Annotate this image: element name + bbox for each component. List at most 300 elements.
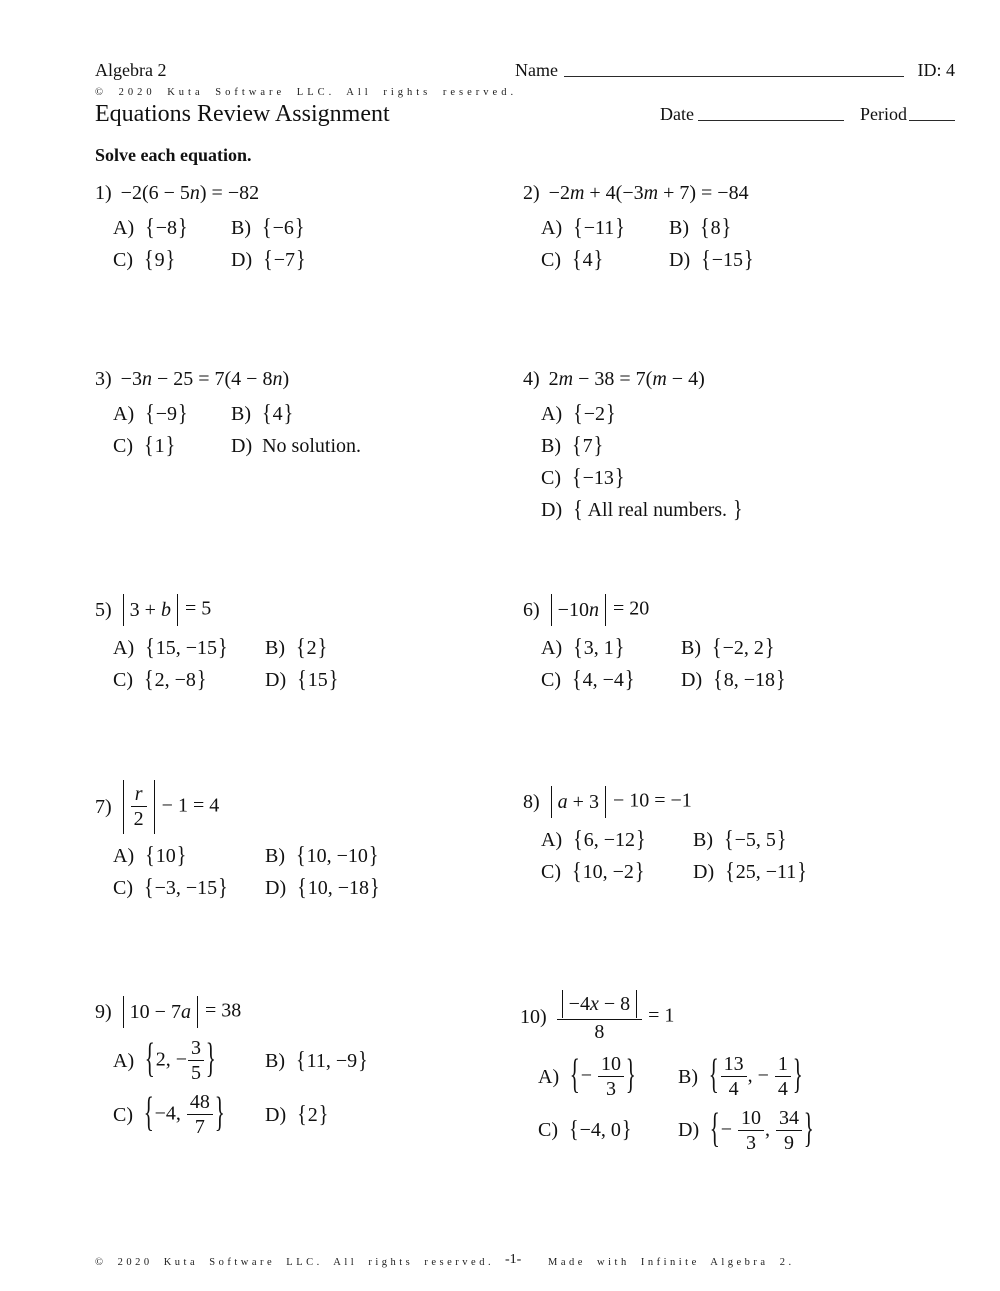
set-brace: { — [573, 400, 583, 428]
date-blank-line — [698, 120, 844, 121]
option-label: C) — [113, 669, 133, 691]
fraction-numerator: 10 — [741, 1106, 761, 1129]
variable: m — [558, 368, 574, 390]
period-label: Period — [860, 104, 907, 125]
option-label: D) — [265, 876, 287, 899]
set-brace: { — [297, 666, 307, 694]
problem-number: 7) — [95, 795, 112, 818]
option-B — [231, 401, 294, 427]
fraction-denominator: 8 — [557, 1019, 642, 1043]
fraction — [597, 1053, 625, 1101]
option-value: {2} — [295, 635, 328, 661]
option-label: B) — [541, 435, 561, 457]
option-B — [678, 1053, 804, 1101]
option-D — [265, 1102, 329, 1128]
option-value: {1} — [143, 433, 176, 459]
option-value: { All real numbers. } — [572, 497, 744, 523]
option-label: A) — [541, 637, 563, 659]
set-brace: } — [625, 1052, 636, 1098]
option-value: No solution. — [262, 435, 362, 457]
answer-options — [541, 215, 755, 273]
set-brace: } — [615, 214, 625, 242]
option-row — [541, 433, 744, 459]
set-brace: } — [593, 432, 604, 460]
option-B — [669, 215, 732, 241]
option-D — [265, 875, 381, 901]
variable: m — [643, 182, 659, 204]
set-brace: } — [165, 246, 176, 274]
set-brace: { — [700, 214, 710, 242]
option-value: {−9} — [144, 401, 189, 427]
option-label: C) — [541, 249, 561, 271]
option-A — [113, 1037, 265, 1085]
variable: m — [652, 368, 667, 390]
option-C — [113, 247, 231, 273]
option-label: A) — [541, 217, 563, 239]
set-brace: { — [701, 246, 711, 274]
option-row — [113, 1037, 369, 1085]
option-B — [265, 1048, 369, 1074]
option-A — [113, 843, 265, 869]
absolute-value — [123, 780, 155, 834]
problem-equation: −10n = 20 — [549, 594, 650, 626]
option-row — [113, 635, 339, 661]
absolute-value: −10n — [551, 594, 606, 626]
option-value: {4, −4} — [571, 667, 636, 693]
problem-2-head — [523, 180, 755, 206]
option-label: D) — [681, 669, 703, 691]
option-label: C) — [113, 249, 133, 271]
problem-8 — [523, 786, 808, 891]
set-brace: { — [144, 1036, 155, 1083]
fraction-numerator: 1 — [777, 1052, 788, 1075]
option-C — [541, 465, 626, 491]
problem-7-head — [95, 780, 381, 834]
fraction — [556, 990, 643, 1044]
set-brace: } — [624, 666, 635, 694]
option-row — [541, 827, 808, 853]
problem-6-head — [523, 594, 787, 626]
problem-4-head — [523, 366, 744, 392]
option-value: {−8} — [144, 215, 189, 241]
option-label: B) — [678, 1065, 698, 1088]
page-number: -1- — [505, 1252, 522, 1267]
answer-options — [113, 635, 339, 693]
option-C — [541, 859, 693, 885]
fraction-numerator: 3 — [191, 1037, 201, 1059]
option-A — [113, 401, 231, 427]
set-brace: { — [296, 842, 306, 869]
set-brace: { — [569, 1117, 579, 1144]
problem-1-head — [95, 180, 307, 206]
fraction-denominator: 9 — [776, 1130, 802, 1154]
option-B — [231, 215, 306, 241]
problem-5 — [95, 594, 339, 699]
option-label: D) — [265, 669, 287, 691]
option-label: C) — [113, 876, 133, 899]
set-brace: } — [358, 1047, 368, 1075]
name-block — [515, 60, 955, 81]
option-B — [265, 635, 328, 661]
option-label: A) — [538, 1065, 560, 1088]
fraction — [720, 1053, 748, 1101]
problem-equation: 10 − 7a = 38 — [121, 996, 242, 1028]
problem-3-head — [95, 366, 361, 392]
set-brace: } — [621, 1117, 632, 1144]
fraction-numerator — [131, 783, 147, 806]
option-label: C) — [113, 435, 133, 457]
option-row — [113, 433, 361, 459]
option-label: B) — [265, 1049, 285, 1072]
problem-equation: 3 + b = 5 — [121, 594, 212, 626]
set-brace: { — [296, 1047, 306, 1075]
option-C — [541, 247, 669, 273]
set-brace: } — [721, 214, 732, 242]
set-brace: } — [317, 634, 328, 662]
name-blank-line — [564, 76, 904, 77]
header-row-1 — [95, 60, 955, 81]
fraction-denominator: 5 — [188, 1060, 204, 1084]
set-brace: } — [368, 842, 379, 869]
set-brace: { — [708, 1052, 719, 1098]
option-A — [541, 215, 669, 241]
set-brace: } — [733, 496, 743, 524]
option-row — [113, 843, 381, 869]
option-D — [541, 497, 744, 523]
problem-equation: −2(6 − 5n) = −82 — [120, 182, 260, 204]
set-brace: } — [328, 666, 339, 694]
option-row — [541, 401, 744, 427]
fraction-numerator: 48 — [189, 1090, 210, 1113]
variable: m — [569, 182, 585, 204]
option-value: {4} — [261, 401, 294, 427]
option-value: {8} — [699, 215, 732, 241]
option-value: {11, −9} — [295, 1048, 369, 1074]
option-label: D) — [541, 499, 563, 521]
problem-equation: 2m − 38 = 7(m − 4) — [548, 368, 705, 390]
set-brace: } — [797, 858, 807, 886]
problem-number: 1) — [95, 182, 112, 204]
set-brace: { — [573, 826, 583, 854]
set-brace: { — [572, 666, 582, 694]
option-row — [538, 1053, 815, 1101]
option-value: {7} — [571, 433, 604, 459]
set-brace: } — [196, 666, 207, 694]
set-brace: { — [573, 496, 583, 524]
option-value: {15} — [296, 667, 339, 693]
set-brace: } — [803, 1106, 814, 1152]
answer-options — [113, 843, 381, 901]
set-brace: { — [569, 1052, 580, 1098]
option-row — [541, 215, 755, 241]
problem-10 — [520, 990, 815, 1160]
option-label: D) — [231, 249, 253, 271]
set-brace: { — [296, 634, 306, 662]
option-value: {−5, 5} — [723, 827, 788, 853]
problem-10-head — [520, 990, 815, 1044]
fraction — [774, 1053, 792, 1101]
fraction-numerator: 10 — [601, 1052, 621, 1075]
option-row — [113, 667, 339, 693]
set-brace: } — [744, 246, 754, 274]
variable: a — [557, 791, 568, 813]
problem-equation: a + 3 − 10 = −1 — [549, 786, 692, 818]
option-label: A) — [541, 403, 563, 425]
absolute-value: a + 3 — [551, 786, 606, 818]
option-label: A) — [113, 1049, 135, 1072]
problem-equation: $\frac{-4x - 8}{8}$ = 1 — [556, 990, 675, 1044]
problem-number: 4) — [523, 368, 540, 390]
set-brace: { — [725, 858, 735, 886]
set-brace: } — [218, 874, 228, 901]
problem-9 — [95, 996, 369, 1145]
set-brace: { — [145, 634, 155, 662]
set-brace: } — [176, 842, 187, 869]
answer-options — [113, 215, 307, 273]
option-row — [541, 635, 787, 661]
set-brace: } — [205, 1036, 216, 1083]
option-label: A) — [113, 844, 135, 867]
option-A — [538, 1053, 678, 1101]
set-brace: } — [318, 1101, 329, 1128]
set-brace: { — [262, 214, 272, 242]
set-brace: { — [144, 246, 154, 274]
fraction — [130, 783, 148, 831]
option-value: {10, −2} — [571, 859, 646, 885]
copyright-notice: © 2020 Kuta Software LLC. All rights reserved. — [95, 87, 518, 98]
set-brace: { — [262, 400, 272, 428]
option-D — [678, 1107, 815, 1155]
option-value: {10, −18} — [296, 875, 381, 901]
option-label: B) — [231, 217, 251, 239]
problem-7 — [95, 780, 381, 907]
option-label: B) — [693, 829, 713, 851]
option-value: {2, −8} — [143, 667, 208, 693]
option-value: {−13} — [571, 465, 626, 491]
set-brace: { — [572, 432, 582, 460]
set-brace: } — [283, 400, 294, 428]
option-value: {−4, $\frac{48}{7}$ } — [143, 1091, 226, 1139]
absolute-value: 3 + b — [123, 594, 178, 626]
option-C — [538, 1117, 678, 1143]
option-D — [681, 667, 787, 693]
option-value: {− $\frac{10}{3}$ , $\frac{34}{9}$ } — [709, 1107, 815, 1155]
option-A — [113, 215, 231, 241]
set-brace: { — [144, 666, 154, 694]
option-value: {8, −18} — [712, 667, 787, 693]
set-brace: { — [573, 214, 583, 242]
set-brace: } — [218, 634, 228, 662]
option-D — [231, 433, 361, 459]
option-row — [113, 401, 361, 427]
problem-8-head — [523, 786, 808, 818]
variable: n — [141, 368, 152, 390]
set-brace: } — [178, 400, 188, 428]
variable: n — [189, 182, 200, 204]
option-A — [541, 635, 681, 661]
set-brace: { — [572, 246, 582, 274]
option-value: {−2, 2} — [711, 635, 776, 661]
set-brace: } — [614, 634, 625, 662]
option-C — [113, 875, 265, 901]
set-brace: } — [776, 666, 786, 694]
problem-1 — [95, 180, 307, 279]
option-row — [113, 215, 307, 241]
header-row-2 — [95, 101, 955, 127]
problem-3 — [95, 366, 361, 465]
answer-options — [113, 401, 361, 459]
set-brace: } — [214, 1090, 225, 1136]
option-label: A) — [113, 637, 135, 659]
instructions: Solve each equation. — [95, 145, 252, 165]
set-brace: { — [724, 826, 734, 854]
option-value: {25, −11} — [724, 859, 808, 885]
option-value: {−4, 0} — [568, 1117, 633, 1143]
option-label: C) — [113, 1103, 133, 1126]
date-period-block — [660, 104, 955, 127]
fraction — [186, 1091, 214, 1139]
option-value: {4} — [571, 247, 604, 273]
fraction-denominator: 3 — [738, 1130, 764, 1154]
set-brace: { — [713, 666, 723, 694]
absolute-value: −4x − 8 — [562, 990, 637, 1018]
option-D — [231, 247, 307, 273]
set-brace: { — [145, 842, 155, 869]
set-brace: { — [263, 246, 273, 274]
problem-number: 2) — [523, 182, 540, 204]
option-row — [538, 1107, 815, 1155]
option-label: B) — [265, 844, 285, 867]
problem-number: 10) — [520, 1005, 547, 1028]
set-brace: { — [297, 874, 307, 901]
problem-number: 6) — [523, 599, 540, 621]
variable: n — [272, 368, 283, 390]
fraction — [187, 1037, 205, 1085]
option-value: {−6} — [261, 215, 306, 241]
option-B — [541, 433, 604, 459]
option-A — [541, 401, 617, 427]
set-brace: { — [572, 858, 582, 886]
fraction-numerator — [557, 990, 642, 1019]
fraction-denominator: 2 — [131, 806, 147, 830]
period-blank-line — [909, 120, 955, 121]
variable: n — [588, 599, 599, 621]
option-value: {−3, −15} — [143, 875, 229, 901]
answer-options — [541, 827, 808, 885]
problem-number: 3) — [95, 368, 112, 390]
option-value: {− $\frac{10}{3}$ } — [569, 1053, 637, 1101]
option-row — [541, 859, 808, 885]
option-row — [541, 497, 744, 523]
variable: a — [180, 1001, 191, 1023]
option-B — [265, 843, 380, 869]
option-value: {9} — [143, 247, 176, 273]
name-label: Name — [515, 60, 558, 80]
date-label: Date — [660, 104, 694, 125]
set-brace: { — [297, 1101, 307, 1128]
set-brace: { — [573, 634, 583, 662]
set-brace: { — [143, 1090, 154, 1136]
option-A — [113, 635, 265, 661]
set-brace: } — [614, 464, 625, 492]
set-brace: } — [296, 246, 306, 274]
option-C — [541, 667, 681, 693]
option-value: {10} — [144, 843, 187, 869]
option-value: { $\frac{13}{4}$ , − $\frac{1}{4}$ } — [708, 1053, 804, 1101]
fraction-numerator: 13 — [723, 1052, 744, 1075]
option-value: {−2} — [572, 401, 617, 427]
option-label: A) — [113, 217, 135, 239]
set-brace: } — [370, 874, 380, 901]
set-brace: { — [145, 214, 155, 242]
set-brace: } — [294, 214, 305, 242]
set-brace: } — [606, 400, 616, 428]
option-value: {6, −12} — [572, 827, 647, 853]
fraction — [775, 1107, 803, 1155]
id-label: ID: 4 — [917, 60, 955, 80]
option-value: {2, − $\frac{3}{5}$ } — [144, 1037, 217, 1085]
option-label: C) — [538, 1119, 558, 1142]
option-C — [113, 667, 265, 693]
option-label: B) — [265, 637, 285, 659]
problem-number: 8) — [523, 791, 540, 813]
set-brace: } — [776, 826, 787, 854]
option-row — [113, 1091, 369, 1139]
option-value: {−15} — [700, 247, 755, 273]
set-brace: } — [764, 634, 775, 662]
fraction-denominator: 4 — [721, 1076, 747, 1100]
set-brace: { — [709, 1106, 720, 1152]
option-label: C) — [541, 669, 561, 691]
option-label: D) — [693, 861, 715, 883]
problem-2 — [523, 180, 755, 279]
problem-number: 5) — [95, 599, 112, 621]
variable: x — [589, 993, 599, 1015]
option-label: C) — [541, 467, 561, 489]
absolute-value: 10 − 7a — [123, 996, 198, 1028]
option-label: C) — [541, 861, 561, 883]
option-label: B) — [231, 403, 251, 425]
course-title: Algebra 2 — [95, 60, 167, 80]
problem-9-head — [95, 996, 369, 1028]
set-brace: } — [792, 1052, 803, 1098]
variable: b — [160, 599, 171, 621]
option-value: {2} — [296, 1102, 329, 1128]
fraction-numerator: 34 — [779, 1106, 799, 1129]
set-brace: } — [634, 858, 645, 886]
problem-number: 9) — [95, 1001, 112, 1023]
variable: r — [134, 783, 143, 805]
set-brace: { — [144, 432, 154, 460]
set-brace: } — [178, 214, 188, 242]
footer-copyright: © 2020 Kuta Software LLC. All rights reserved. — [95, 1257, 495, 1268]
option-label: D) — [669, 249, 691, 271]
problem-equation: −2m + 4(−3m + 7) = −84 — [548, 182, 749, 204]
problem-5-head — [95, 594, 339, 626]
answer-options — [538, 1053, 815, 1155]
option-row — [541, 247, 755, 273]
option-D — [693, 859, 808, 885]
fraction-denominator: 4 — [775, 1076, 791, 1100]
option-C — [113, 1091, 265, 1139]
option-value: {−7} — [262, 247, 307, 273]
option-label: A) — [113, 403, 135, 425]
option-label: D) — [678, 1119, 700, 1142]
option-value: {3, 1} — [572, 635, 625, 661]
fraction — [737, 1107, 765, 1155]
option-row — [113, 247, 307, 273]
problem-equation: −3n − 25 = 7(4 − 8n) — [120, 368, 290, 390]
